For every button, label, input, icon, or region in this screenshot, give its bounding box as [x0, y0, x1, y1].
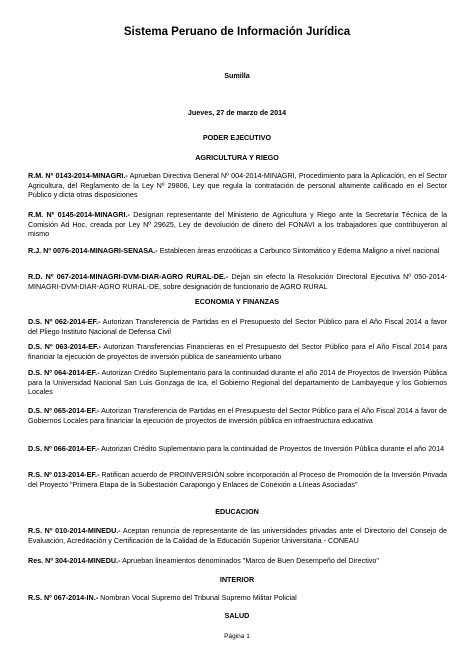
norm-summary: Establecen áreas enzoóticas a Carbunco Sintomático y Edema Maligno a nivel nacional [157, 246, 440, 255]
norm-code: R.M. Nº 0145-2014-MINAGRI.- [28, 210, 130, 219]
norm-summary: Autorizan Crédito Suplementario para la continuidad durante el año 2014 de Proyectos de Inversión Pública para la Universidad Nacional San Luis Gonzaga de Ica, el Gobierno Regional del departamento de Lambayeque y los Gobiernos Locales [28, 368, 447, 397]
norm-summary: Autorizan Transferencia de Partidas en el Presupuesto del Sector Público para el Año Fiscal 2014 a favor de Gobiernos Locales para financiar la ejecución de proyectos de inversión pública en infraestructura educativa [28, 406, 447, 425]
section-heading: SALUD [224, 611, 250, 620]
norm-summary: Autorizan Crédito Suplementario para la continuidad de Proyectos de Inversión Pública durante el año 2014 [99, 444, 445, 453]
norm-code: Res. Nº 304-2014-MINEDU.- [28, 556, 121, 565]
section-heading: AGRICULTURA Y RIEGO [195, 153, 279, 162]
norm-summary: Aprueban Directiva General Nº 004-2014-MINAGRI, Procedimiento para la Aplicación, en el Sector Agricultura, del Reglamento de la Ley Nº 29806, Ley que regula la contratación de personal altamente calificado en el Sector Público y dicta otras disposiciones [28, 171, 447, 200]
norm-entry [28, 317, 447, 336]
norm-code: R.S. Nº 013-2014-EF.- [28, 470, 100, 479]
norm-entry [28, 444, 447, 454]
norm-entry [28, 593, 447, 603]
norm-summary: Designan representante del Ministerio de Agricultura y Riego ante la Secretaría Técnica de la Comisión Ad Hoc, creada por Ley Nº 29625, Ley de devolución de dinero del FONAVI a los trabajadores que contribuyeron al mismo [28, 210, 447, 239]
section-heading: INTERIOR [219, 575, 255, 584]
norm-entry [28, 210, 447, 239]
norm-summary: Autorizan Transferencias Financieras en el Presupuesto del Sector Público para el Año Fiscal 2014 para financiar la ejecución de proyectos de inversión pública de saneamiento urbano [28, 342, 447, 361]
main-heading: PODER EJECUTIVO [202, 133, 272, 142]
norm-code: D.S. Nº 064-2014-EF.- [28, 368, 100, 377]
norm-code: D.S. Nº 065-2014-EF.- [28, 406, 100, 415]
norm-summary: Aceptan renuncia de representante de las universidades privadas ante el Directorio del Consejo de Evaluación, Acreditación y Certificación de la Calidad de la Educación Superior Universitaria - CONEAU [28, 526, 447, 545]
norm-entry [28, 342, 447, 361]
document-title: Sistema Peruano de Información Jurídica [123, 26, 351, 38]
section-heading: EDUCACION [215, 507, 259, 516]
norm-summary: Ratifican acuerdo de PROINVERSIÓN sobre incorporación al Proceso de Promoción de la Inversión Privada del Proyecto "Primera Etapa de la Subestación Carapongo y Enlaces de Conexión a Líneas Asociadas" [28, 470, 447, 489]
norm-summary: Nombran Vocal Supremo del Tribunal Supremo Militar Policial [98, 593, 297, 602]
summary-label: Sumilla [224, 71, 250, 80]
norm-entry [28, 368, 447, 397]
norm-code: D.S. Nº 063-2014-EF.- [28, 342, 101, 351]
norm-entry [28, 526, 447, 545]
norm-summary: Aprueban lineamientos denominados "Marco de Buen Desempeño del Directivo" [120, 556, 379, 565]
norm-code: D.S. Nº 062-2014-EF.- [28, 317, 101, 326]
norm-entry [28, 470, 447, 489]
section-heading: ECONOMIA Y FINANZAS [194, 297, 280, 306]
norm-code: R.M. Nº 0143-2014-MINAGRI.- [28, 171, 128, 180]
norm-entry [28, 406, 447, 425]
norm-code: D.S. Nº 066-2014-EF.- [28, 444, 100, 453]
norm-code: R.S. Nº 067-2014-IN.- [28, 593, 99, 602]
norm-code: R.J. Nº 0076-2014-MINAGRI-SENASA.- [28, 246, 158, 255]
norm-summary: Autorizan Transferencia de Partidas en el Presupuesto del Sector Público para el Año Fiscal 2014 a favor del Pliego Instituto Nacional de Defensa Civil [28, 317, 447, 336]
publication-date: Jueves, 27 de marzo de 2014 [187, 108, 287, 117]
norm-entry [28, 556, 447, 566]
norm-entry [28, 171, 447, 200]
page-number: Página 1 [224, 633, 250, 640]
norm-summary: Dejan sin efecto la Resolución Directoral Ejecutiva Nº 050-2014-MINAGRI-DVM-DIAR-AGRO RURAL-DE, sobre designación de funcionario de AGRO RURAL [28, 272, 447, 291]
norm-entry [28, 272, 447, 291]
norm-entry [28, 246, 447, 256]
norm-code: R.S. Nº 010-2014-MINEDU.- [28, 526, 121, 535]
norm-code: R.D. Nº 067-2014-MINAGRI-DVM-DIAR-AGRO RURAL-DE.- [28, 272, 229, 281]
